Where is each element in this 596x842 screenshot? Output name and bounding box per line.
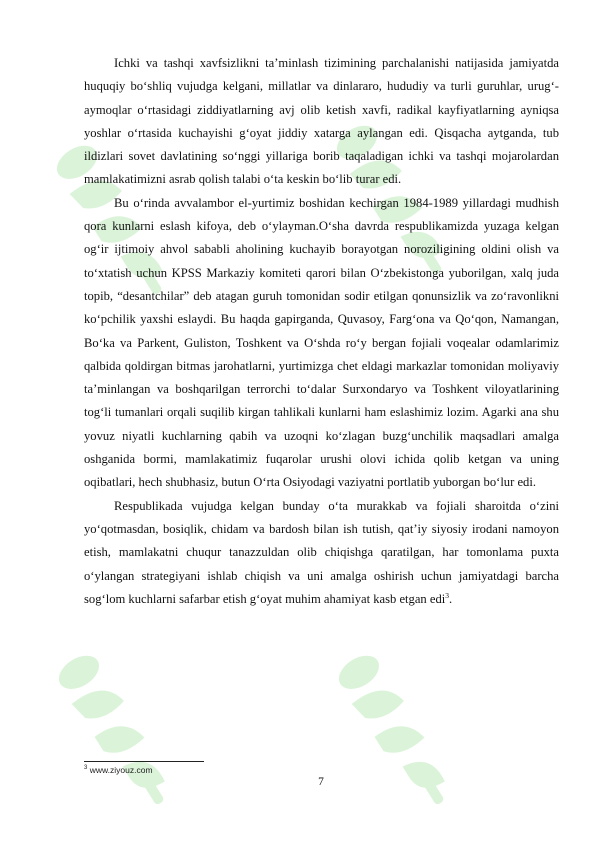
footnote-reference[interactable]: 3 [445,590,450,600]
page-number: 7 [318,776,324,788]
paragraph-text: Respublikada vujudga kelgan bunday o‘ta murakkab va fojiali sharoitda o‘zini yo‘qotmasdan, bosiqlik, chidam va bardosh bilan ish tutish, qat’iy siyosiy irodani namoyon etish, mamlakatni chuqur tanazzuldan olib chiqishga qaratilgan, har tomonlama puxta o‘ylangan strategiyani ishlab chiqish va uni amalga oshirish uchun jamiyatdagi barcha sog‘lom kuchlarni safarbar etish g‘oyat muhim ahamiyat kasb etgan edi [84,498,559,606]
watermark-logo [311,631,479,829]
paragraph-end-punctuation: . [449,591,453,606]
footnote-separator [84,761,204,762]
paragraph: Ichki va tashqi xavfsizlikni ta’minlash tizimining parchalanishi natijasida jamiyatda huquqiy bo‘shliq vujudga kelgani, millatlar va dinlararo, hududiy va turli guruhlar, urug‘-aymoqlar o‘rtasidagi ziddiyatlarning avj olib ketish xavfi, radikal kayfiyatlarning ayniqsa yoshlar o‘rtasida kuchayishi g‘oyat jiddiy xatarga aylangan edi. Qisqacha aytganda, tub ildizlari sovet davlatining so‘nggi yillariga borib taqaladigan ichki va tashqi mojarolardan mamlakatimizni asrab qolish talabi o‘ta keskin bo‘lib turar edi. [84,56,559,187]
watermark-logo [31,631,199,829]
footnote-marker: 3 [84,765,88,772]
leaf-logo-icon [31,631,199,829]
paragraph: Bu o‘rinda avvalambor el-yurtimiz boshidan kechirgan 1984-1989 yillardagi mudhish qora kunlarni eslash kifoya, deb o‘ylayman.O‘sha davrda respublikamizda yuzaga kelgan og‘ir ijtimoiy ahvol sababli aholining kuchayib borayotgan noroziligining oldini olish va to‘xtatish uchun KPSS Markaziy komiteti qarori bilan O‘zbekistonga yuborilgan, xalq juda topib, “desantchilar” deb atagan guruh tomonidan sodir etilgan qonunsizlik va zo‘ravonlikni ko‘pchilik yaxshi eslaydi. Bu haqda gapirganda, Quvasoy, Farg‘ona va Qo‘qon, Namangan, Bo‘ka va Parkent, Guliston, Toshkent va O‘shda ro‘y bergan fojiali voqealar odamlarimiz qalbida qoldirgan bitmas jarohatlarni, yurtimizga chet eldagi markazlar tomonidan moliyaviy ta’minlangan va boshqarilgan terrorchi to‘dalar Surxondaryo va Toshkent viloyatlarining tog‘li tumanlari orqali suqilib kirgan tahlikali kunlarni ham eslashimiz lozim. Agarki ana shu yovuz niyatli kuchlarning qabih va uzoqni ko‘zlagan buzg‘unchilik maqsadlari amalga oshganida bormi, mamlakatimiz fuqarolar urushi olovi ichida qolib ketgan va uning oqibatlari, hech shubhasiz, butun O‘rta Osiyodagi vaziyatni portlatib yuborgan bo‘lur edi. [84,195,559,490]
paragraph-with-footnote [84,495,559,611]
footnote-text: www.ziyouz.com [87,765,153,775]
leaf-logo-icon [311,631,479,829]
document-body [84,52,559,611]
footnote [84,765,153,775]
